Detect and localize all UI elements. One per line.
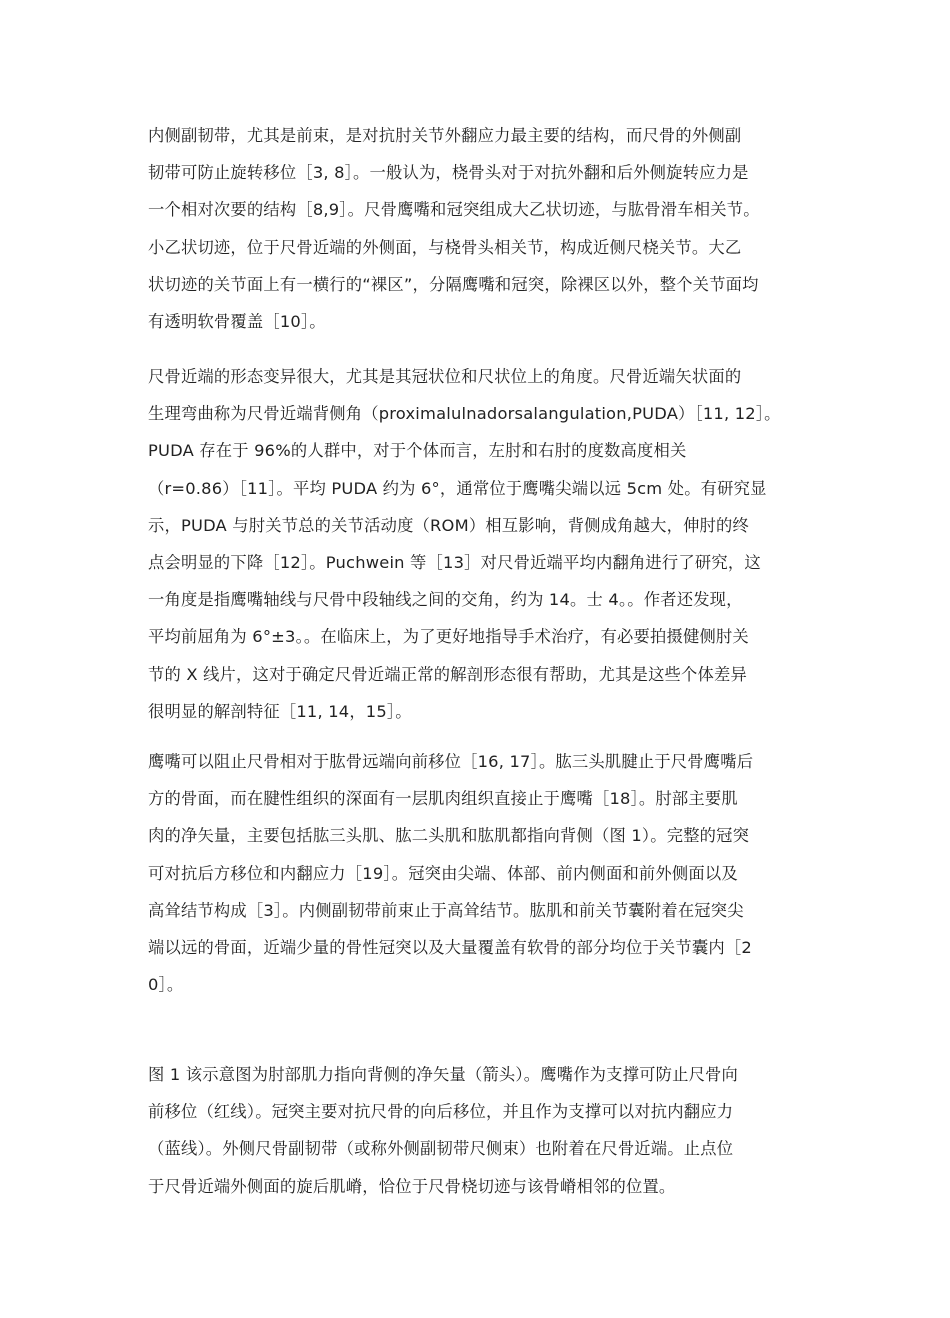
text-line: 尺骨近端的形态变异很大，尤其是其冠状位和尺状位上的角度。尺骨近端矢状面的 — [148, 367, 742, 386]
text-line: 前移位（红线）。冠突主要对抗尺骨的向后移位，并且作为支撑可以对抗内翻应力 — [148, 1102, 734, 1122]
text-line: 方的骨面，而在腱性组织的深面有一层肌肉组织直接止于鹰嘴［18］。肘部主要肌 — [148, 789, 738, 809]
text-line: 肉的净矢量，主要包括肱三头肌、肱二头肌和肱肌都指向背侧（图 1）。完整的冠突 — [148, 826, 750, 846]
text-line: 可对抗后方移位和内翻应力［19］。冠突由尖端、体部、前内侧面和前外侧面以及 — [148, 863, 738, 883]
text-line: 于尺骨近端外侧面的旋后肌嵴，恰位于尺骨桡切迹与该骨嵴相邻的位置。 — [148, 1176, 676, 1196]
text-line: 端以远的骨面，近端少量的骨性冠突以及大量覆盖有软骨的部分均位于关节囊内［2 — [148, 937, 752, 957]
text-line: （r=0.86）［11］。平均 PUDA 约为 6°，通常位于鹰嘴尖端以远 5cm 处。有研究显 — [148, 478, 767, 498]
text-line: 鹰嘴可以阻止尺骨相对于肱骨远端向前移位［16, 17］。肱三头肌腱止于尺骨鹰嘴后 — [148, 752, 754, 771]
text-line: 很明显的解剖特征［11, 14，15］。 — [148, 701, 412, 721]
text-line: 生理弯曲称为尺骨近端背侧角（proximalulnadorsalangulation,PUDA）［11, 12］。 — [148, 404, 781, 424]
text-line: 韧带可防止旋转移位［3, 8］。一般认为，桡骨头对于对抗外翻和后外侧旋转应力是 — [148, 163, 749, 183]
text-line: 有透明软骨覆盖［10］。 — [148, 311, 326, 331]
figure-caption — [148, 1056, 828, 1205]
text-line: PUDA 存在于 96%的人群中，对于个体而言，左肘和右肘的度数高度相关 — [148, 441, 687, 461]
text-line: 节的 X 线片，这对于确定尺骨近端正常的解剖形态很有帮助，尤其是这些个体差异 — [148, 664, 747, 684]
paragraph-olecranon — [148, 743, 828, 1003]
paragraph-ligaments — [148, 117, 828, 340]
text-line: （蓝线）。外侧尺骨副韧带（或称外侧副韧带尺侧束）也附着在尺骨近端。止点位 — [148, 1139, 734, 1159]
text-line: 点会明显的下降［12］。Puchwein 等［13］对尺骨近端平均内翻角进行了研究，这 — [148, 552, 761, 572]
text-line: 平均前屈角为 6°±3。。在临床上，为了更好地指导手术治疗，有必要拍摄健侧肘关 — [148, 627, 749, 647]
text-line: 状切迹的关节面上有一横行的“裸区”，分隔鹰嘴和冠突，除裸区以外，整个关节面均 — [148, 274, 759, 294]
text-line: 图 1 该示意图为肘部肌力指向背侧的净矢量（箭头）。鹰嘴作为支撑可防止尺骨向 — [148, 1065, 739, 1084]
paragraph-puda — [148, 358, 828, 730]
text-line: 内侧副韧带，尤其是前束，是对抗肘关节外翻应力最主要的结构，而尺骨的外侧副 — [148, 126, 742, 145]
text-line: 一个相对次要的结构［8,9］。尺骨鹰嘴和冠突组成大乙状切迹，与肱骨滑车相关节。 — [148, 200, 760, 220]
text-line: 0］。 — [148, 975, 184, 995]
text-line: 一角度是指鹰嘴轴线与尺骨中段轴线之间的交角，约为 14。士 4。。作者还发现， — [148, 590, 743, 610]
text-line: 示，PUDA 与肘关节总的关节活动度（ROM）相互影响，背侧成角越大，伸肘的终 — [148, 515, 749, 535]
text-line: 小乙状切迹，位于尺骨近端的外侧面，与桡骨头相关节，构成近侧尺桡关节。大乙 — [148, 237, 742, 257]
text-line: 高耸结节构成［3］。内侧副韧带前束止于高耸结节。肱肌和前关节囊附着在冠突尖 — [148, 900, 744, 920]
